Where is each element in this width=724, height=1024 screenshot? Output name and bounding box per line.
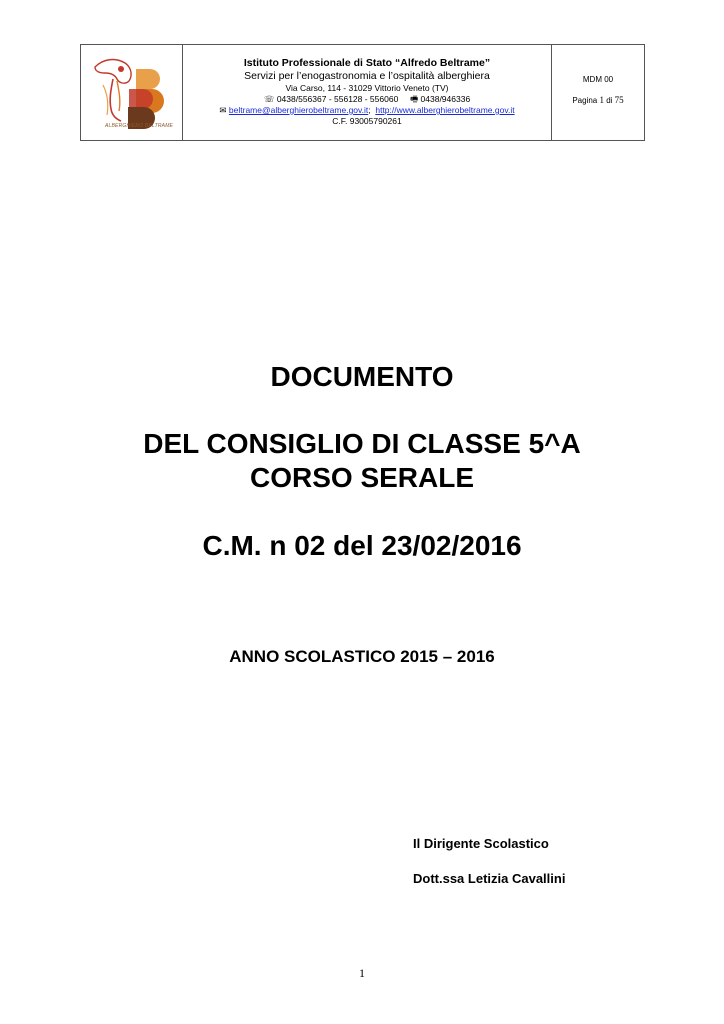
school-info [183,45,552,140]
signatory-name: Dott.ssa Letizia Cavallini [413,871,566,886]
document-title: DOCUMENTO [270,361,454,392]
school-year: ANNO SCOLASTICO 2015 – 2016 [229,647,495,666]
signatory-role: Il Dirigente Scolastico [413,836,549,851]
document-code: MDM 00 [582,75,614,84]
phone-icon: ☏ [263,94,275,104]
circular-reference: C.M. n 02 del 23/02/2016 [202,530,522,561]
council-title: DEL CONSIGLIO DI CLASSE 5^A [143,428,581,459]
contact-line [183,94,551,105]
course-title: CORSO SERALE [249,462,475,493]
logo-cell [81,45,183,140]
school-address: Via Carso, 114 - 31029 Vittorio Veneto (TV) [285,83,449,93]
logo-caption: ALBERGHIERO BELTRAME [105,123,174,129]
email-link[interactable]: beltrame@alberghierobeltrame.gov.it [228,105,369,115]
web-line: ✉ beltrame@alberghierobeltrame.gov.it; http://www.alberghierobeltrame.gov.it [219,105,515,115]
page-indicator: Pagina 1 di 75 [572,95,624,105]
school-description: Servizi per l’enogastronomia e l’ospitalità alberghiera [244,70,490,82]
document-meta [552,45,644,140]
phone-numbers: 0438/556367 - 556128 - 556060 [276,94,399,104]
document-header [80,44,645,141]
website-link[interactable]: http://www.alberghierobeltrame.gov.it [375,105,515,115]
fax-number: 0438/946336 [420,94,471,104]
email-icon: ✉ [219,105,227,115]
tax-code: C.F. 93005790261 [332,116,402,126]
fax-icon: 🖷 [410,94,419,104]
school-name: Istituto Professionale di Stato “Alfredo Beltrame” [243,57,491,69]
page-number: 1 [359,966,365,980]
